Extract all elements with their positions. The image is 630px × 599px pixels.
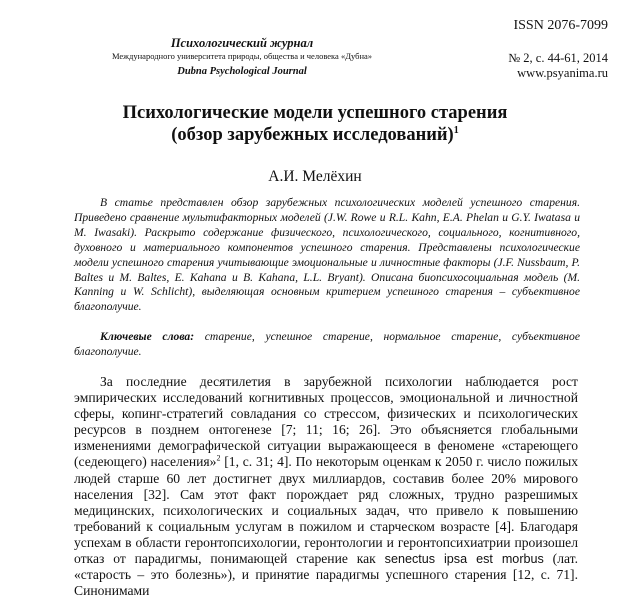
journal-affiliation: Международного университета природы, общества и человека «Дубна» [111, 51, 373, 61]
body-text-2: [1, с. 31; 4]. По некоторым оценкам к 2050 г. число пожилых людей старше 60 лет достигнет двух миллиардов, составив более 20% мирового населения [32]. Сам этот факт порождает ряд сложных, трудно разрешимых медицинских, психологических и социальных задач, что привело к повышению требований к социальным услугам в пожилом и старческом возрасте [4]. Благодаря успехам в области геронтопсихологии, геронтологии и геронтопсихиатрии произошел отказ от парадигмы, понимающей старение как [74, 454, 578, 567]
body-footnote-mark: 2 [216, 453, 221, 463]
title-footnote-mark: 1 [453, 124, 459, 136]
article-title-line1: Психологические модели успешного старения [122, 103, 508, 123]
body-text-1: За последние десятилетия в зарубежной психологии наблюдается рост эмпирических исследований когнитивных процессов, эмоциональной и личностной сферы, копинг-стратегий совладания со стрессом, физических и психологических ресурсов в позднем онтогенезе [7; 11; 16; 26]. Это объясняется глобальными изменениями демографической ситуации выражающееся в феномене «стареющего (седеющего) населения» [74, 374, 578, 470]
article-title-line2-text: (обзор зарубежных исследований) [171, 125, 454, 145]
journal-title-en: Dubna Psychological Journal [177, 66, 307, 77]
keywords-text: старение, успешное старение, нормальное старение, субъективное благополучие. [74, 330, 580, 358]
body-paragraph [74, 374, 578, 599]
article-title [20, 102, 610, 146]
article-title-line2 [20, 124, 610, 146]
body-latin-phrase: senectus ipsa est morbus [384, 552, 544, 567]
journal-title-ru: Психологический журнал [170, 36, 314, 50]
journal-header-block [92, 36, 392, 79]
abstract: В статье представлен обзор зарубежных психологических моделей успешного старения. Приведено сравнение мультифакторных моделей (J.W. Rowe и R.L. Kahn, E.A. Phelan и G.Y. Iwatasa и M. Iwasaki). Раскрыто содержание физического, психологического, социального, когнитивного, духовного и материального компонентов успешного старения. Представлены психологические модели успешного старения учитывающие эмоциональные и личностные факторы (J.F. Nussbaum, P. Baltes и M. Baltes, E. Kahana и B. Kahana, L.L. Bryant). Описана биопсихосоциальная модель (M. Kanning и W. Schlicht), выделяющая основным критерием успешного старения – субъективное благополучие. [74, 196, 580, 314]
issue-info: № 2, с. 44-61, 2014 [508, 51, 608, 65]
author-name: А.И. Мелёхин [268, 168, 362, 185]
issn-label: ISSN 2076-7099 [513, 18, 608, 33]
keywords [74, 330, 580, 360]
journal-website: www.psyanima.ru [517, 66, 608, 80]
keywords-label: Ключевые слова: [100, 330, 195, 343]
body-text-3: (лат. «старость – это болезнь»), и принятие парадигмы успешного старения [12, с. 71]. Синонимами [74, 551, 578, 599]
